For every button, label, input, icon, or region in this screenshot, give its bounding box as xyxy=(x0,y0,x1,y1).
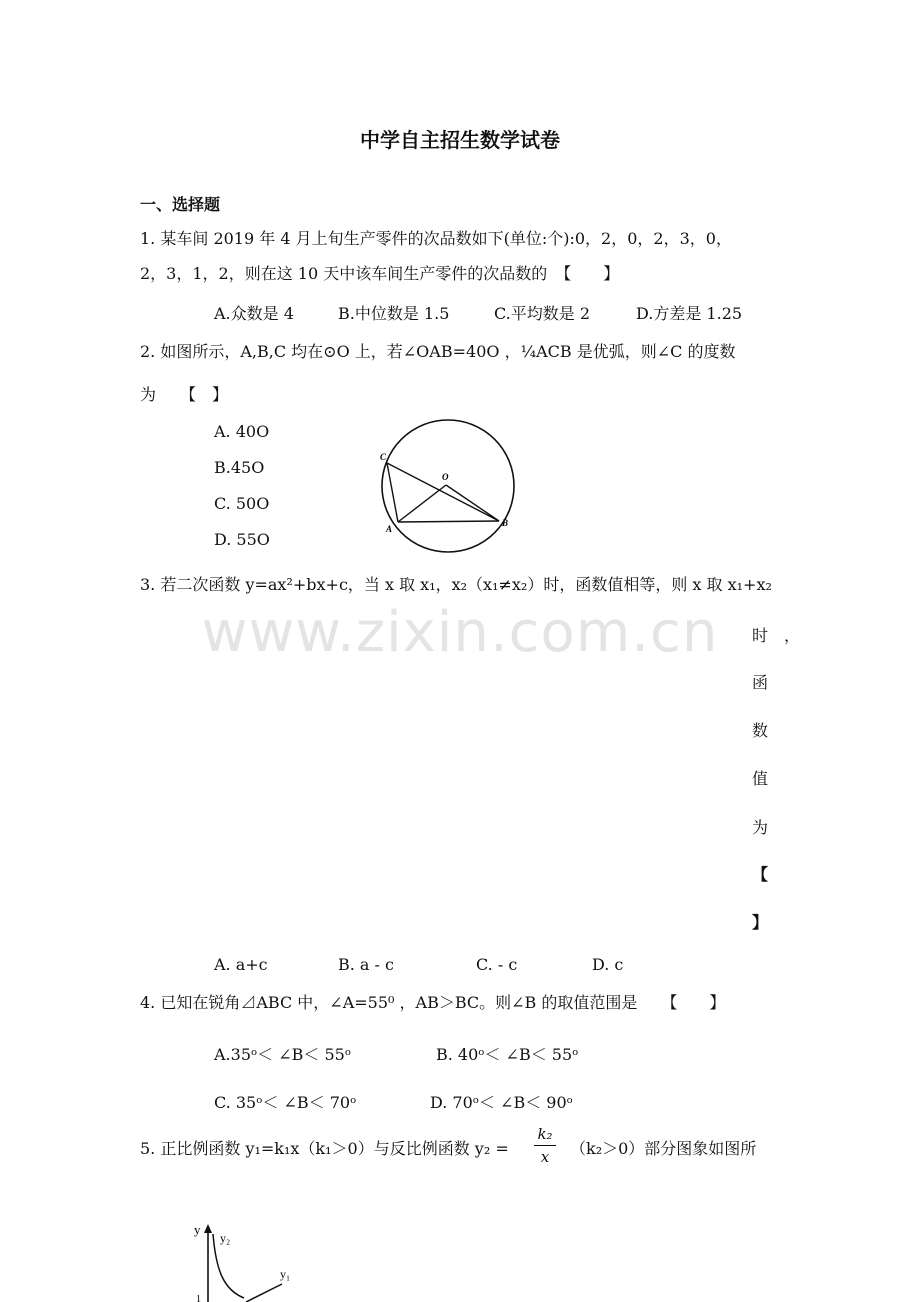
segment-ao xyxy=(398,485,446,522)
q2-option-b: B.45O xyxy=(214,458,265,477)
label-y: y xyxy=(194,1222,201,1237)
segment-ob xyxy=(446,485,499,521)
q3-option-d: D. c xyxy=(592,955,624,974)
q3-option-a: A. a+c xyxy=(214,955,268,974)
q2-option-a: A. 40O xyxy=(214,422,270,441)
watermark: www.zixin.com.cn xyxy=(201,600,719,665)
label-y1: y₁ xyxy=(280,1267,291,1281)
q1-option-c: C.平均数是 2 xyxy=(494,304,591,323)
label-y2: y₂ xyxy=(220,1231,231,1245)
q3-line-1: 3. 若二次函数 y=ax²+bx+c，当 x 取 x₁，x₂（x₁≠x₂）时，函数值相等，则 x 取 x₁+x₂ xyxy=(140,575,772,594)
q5-line-pre: 5. 正比例函数 y₁=k₁x（k₁＞0）与反比例函数 y₂ = xyxy=(140,1139,509,1158)
function-graph-figure xyxy=(186,1216,306,1302)
label-c: C xyxy=(380,452,387,462)
fraction-numerator: k₂ xyxy=(537,1125,553,1143)
q3-vertical-1: 时 ， xyxy=(752,626,801,645)
q3-vertical-2: 函 xyxy=(752,673,769,692)
q2-line-2: 为 【 】 xyxy=(140,385,229,404)
q1-option-a: A.众数是 4 xyxy=(214,304,294,323)
page-title: 中学自主招生数学试卷 xyxy=(360,128,560,152)
y-axis-arrow xyxy=(204,1224,212,1233)
label-o: O xyxy=(442,472,449,482)
label-a: A xyxy=(386,524,393,534)
q2-option-d: D. 55O xyxy=(214,530,270,549)
label-b: B xyxy=(502,518,509,528)
segment-ab xyxy=(398,521,499,522)
q5-line-post: （k₂＞0）部分图象如图所 xyxy=(570,1139,757,1158)
q5-fraction xyxy=(532,1124,558,1167)
section-heading: 一、选择题 xyxy=(140,195,221,214)
q1-option-d: D.方差是 1.25 xyxy=(636,304,743,323)
q3-vertical-7: 】 xyxy=(752,913,769,932)
fraction-bar xyxy=(534,1145,556,1146)
q4-option-a: A.35ᵒ＜ ∠B＜ 55ᵒ xyxy=(214,1045,352,1064)
q1-line-2: 2，3，1，2，则在这 10 天中该车间生产零件的次品数的 【 】 xyxy=(140,264,620,283)
q3-vertical-6: 【 xyxy=(752,865,769,884)
q3-vertical-3: 数 xyxy=(752,721,769,740)
q3-vertical-5: 为 xyxy=(752,818,769,837)
q4-option-c: C. 35ᵒ＜ ∠B＜ 70ᵒ xyxy=(214,1093,357,1112)
q3-vertical-4: 值 xyxy=(752,769,769,788)
q2-option-c: C. 50O xyxy=(214,494,270,513)
label-one: 1 xyxy=(196,1294,201,1302)
q4-option-b: B. 40ᵒ＜ ∠B＜ 55ᵒ xyxy=(436,1045,579,1064)
q3-option-b: B. a - c xyxy=(338,955,395,974)
circle-figure xyxy=(376,418,522,554)
q4-option-d: D. 70ᵒ＜ ∠B＜ 90ᵒ xyxy=(430,1093,573,1112)
q4-line-1: 4. 已知在锐角⊿ABC 中，∠A=55⁰ ，AB＞BC。则∠B 的取值范围是 【 】 xyxy=(140,993,726,1012)
q1-line-1: 1. 某车间 2019 年 4 月上旬生产零件的次品数如下(单位:个):0，2，0，2，3，0， xyxy=(140,229,732,248)
line-y1 xyxy=(246,1284,282,1302)
q2-line-1: 2. 如图所示，A,B,C 均在⊙O 上，若∠OAB=40O ，¼ACB 是优弧，则∠C 的度数 xyxy=(140,342,736,361)
q3-option-c: C. - c xyxy=(476,955,518,974)
fraction-denominator: x xyxy=(540,1148,550,1166)
q1-option-b: B.中位数是 1.5 xyxy=(338,304,450,323)
